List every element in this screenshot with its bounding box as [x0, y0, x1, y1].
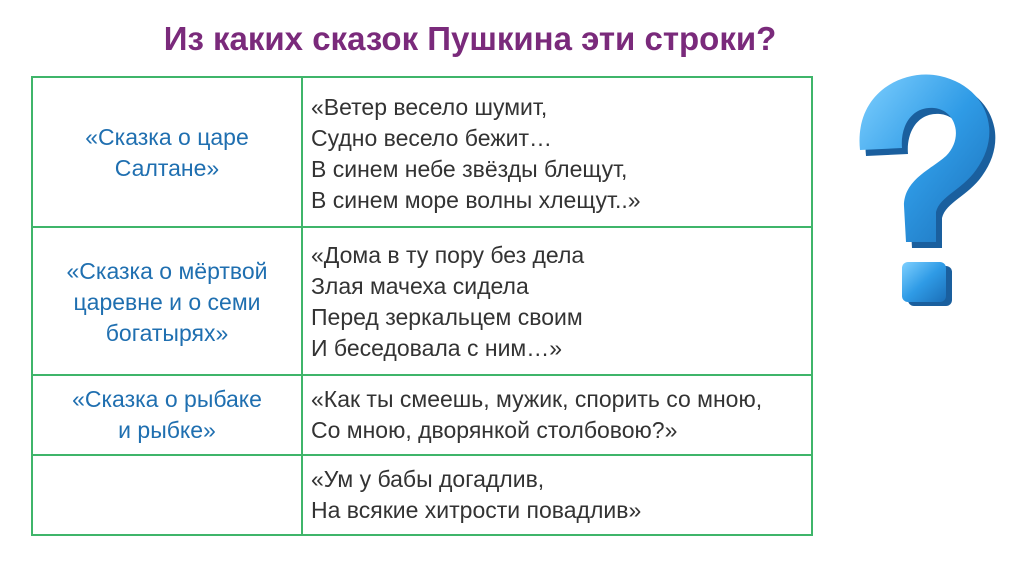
tale-cell: [32, 77, 302, 227]
tale-line: «Сказка о рыбаке: [72, 386, 262, 412]
verse-line: В синем море волны хлещут..»: [311, 187, 641, 213]
quiz-table: [31, 76, 813, 536]
verse-line: Со мною, дворянкой столбовою?»: [311, 417, 678, 443]
verse-cell: [302, 455, 812, 535]
verse-line: Перед зеркальцем своим: [311, 304, 583, 330]
table-row: [32, 455, 812, 535]
verse-cell: [302, 375, 812, 455]
slide-title: Из каких сказок Пушкина эти строки?: [163, 20, 777, 57]
verse-line: В синем небе звёзды блещут,: [311, 156, 628, 182]
tale-line: и рыбке»: [118, 417, 216, 443]
tale-cell: [32, 375, 302, 455]
verse-line: Судно весело бежит…: [311, 125, 553, 151]
verse-line: Злая мачеха сидела: [311, 273, 529, 299]
verse-line: «Дома в ту пору без дела: [311, 242, 585, 268]
question-mark-icon: [826, 62, 1002, 312]
verse-cell: [302, 227, 812, 375]
verse-line: На всякие хитрости повадлив»: [311, 497, 642, 523]
table-row: [32, 375, 812, 455]
tale-cell: [32, 227, 302, 375]
verse-line: «Ум у бабы догадлив,: [311, 466, 545, 492]
table-row: [32, 77, 812, 227]
verse-cell: [302, 77, 812, 227]
verse-line: «Ветер весело шумит,: [311, 94, 548, 120]
tale-line: «Сказка о мёртвой: [66, 258, 268, 284]
tale-cell-empty: [32, 455, 302, 535]
verse-line: И беседовала с ним…»: [311, 335, 563, 361]
tale-line: Салтане»: [114, 155, 220, 181]
table-row: [32, 227, 812, 375]
tale-line: «Сказка о царе: [85, 124, 249, 150]
tale-line: богатырях»: [105, 320, 229, 346]
verse-line: «Как ты смеешь, мужик, спорить со мною,: [311, 386, 763, 412]
tale-line: царевне и о семи: [73, 289, 261, 315]
